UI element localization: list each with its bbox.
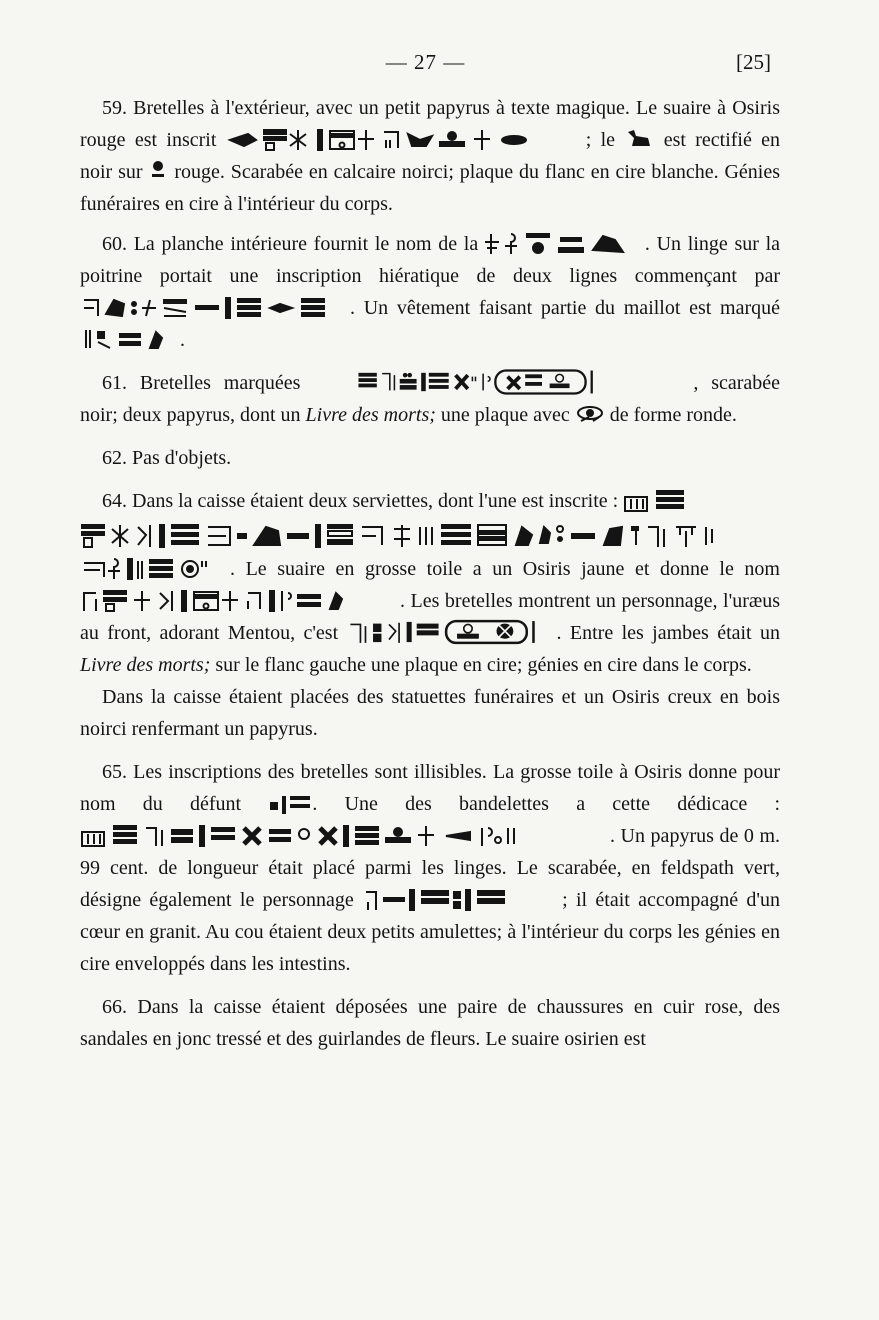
page-body: [80, 92, 780, 1055]
sheet-number: [25]: [736, 50, 771, 74]
hieroglyph-line: [80, 521, 780, 551]
hieroglyph-bretelles: [313, 369, 693, 395]
hieroglyph-dedicace: [80, 822, 610, 848]
bird-glyph: [624, 126, 654, 152]
entry-61: 61. Bretelles marquées , scarabée noir; deux papyrus, dont un Livre des morts; une plaque avec de forme ronde.: [80, 367, 780, 431]
entry-65: 65. Les inscriptions des bretelles sont illisibles. La grosse toile à Osiris donne pour nom du défunt . Une des bandelettes a cette dédicace : . Un papyrus de 0 m. 99 cent. de longueur était placé parmi les linges. Le scarabée, en feldspath vert, désigne également le personnage ; il était accompagné d'un cœur en granit. Au cou étaient deux petits amulettes; à l'intérieur du corps les génies en cire enveloppés dans les intestins.: [80, 761, 781, 975]
entry-59: 59. Bretelles à l'extérieur, avec un petit papyrus à texte magique. Le suaire à Osiris rouge est inscrit ; le est rectifié en noir sur rouge. Scarabée en calcaire noirci; plaque du flanc en cire blanche. Génies funéraires en cire à l'intérieur du corps.: [80, 97, 781, 215]
entry-60: 60. La planche intérieure fournit le nom de la . Un linge sur la poitrine portait une inscription hiératique de deux lignes commençant par . Un vêtement faisant partie du maillot est marqué .: [80, 228, 780, 356]
page-number: — 27 —: [385, 50, 466, 74]
entry-66: 66. Dans la caisse étaient déposées une paire de chaussures en cuir rose, des sandales en jonc tressé et des guirlandes de fleurs. Le suaire osirien est: [80, 996, 780, 1050]
entry-64: 64. Dans la caisse étaient deux serviettes, dont l'une est inscrite :: [80, 485, 780, 517]
hieroglyph-name: [485, 230, 645, 256]
hieroglyph-mark: [80, 326, 180, 352]
hieroglyph-nom: [80, 587, 400, 613]
page-header: [80, 50, 771, 78]
entry-64-continued: . Le suaire en grosse toile a un Osiris jaune et donne le nom . Les bretelles montrent un personnage, l'uræus au front, adorant Mentou, c'est . Entre les jambes était un Livre des morts; sur le flanc gauche une plaque en cire; génies en cire dans le corps.: [80, 553, 780, 681]
disc-glyph: [148, 158, 168, 184]
hieroglyph-continued: [80, 555, 230, 581]
entry-62: 62. Pas d'objets.: [102, 447, 232, 469]
hieroglyph-mentou: [347, 619, 557, 645]
hieroglyph-inscription: [226, 126, 586, 152]
hieroglyph-start: [623, 487, 689, 513]
hieratic-inscription: [80, 294, 350, 320]
paragraph-caisse: Dans la caisse étaient placées des statuettes funéraires et un Osiris creux en bois noirci renfermant un papyrus.: [80, 686, 780, 740]
eye-glyph: [575, 401, 605, 427]
hieroglyph-defunt: [268, 790, 312, 816]
hieroglyph-personnage: [362, 886, 562, 912]
